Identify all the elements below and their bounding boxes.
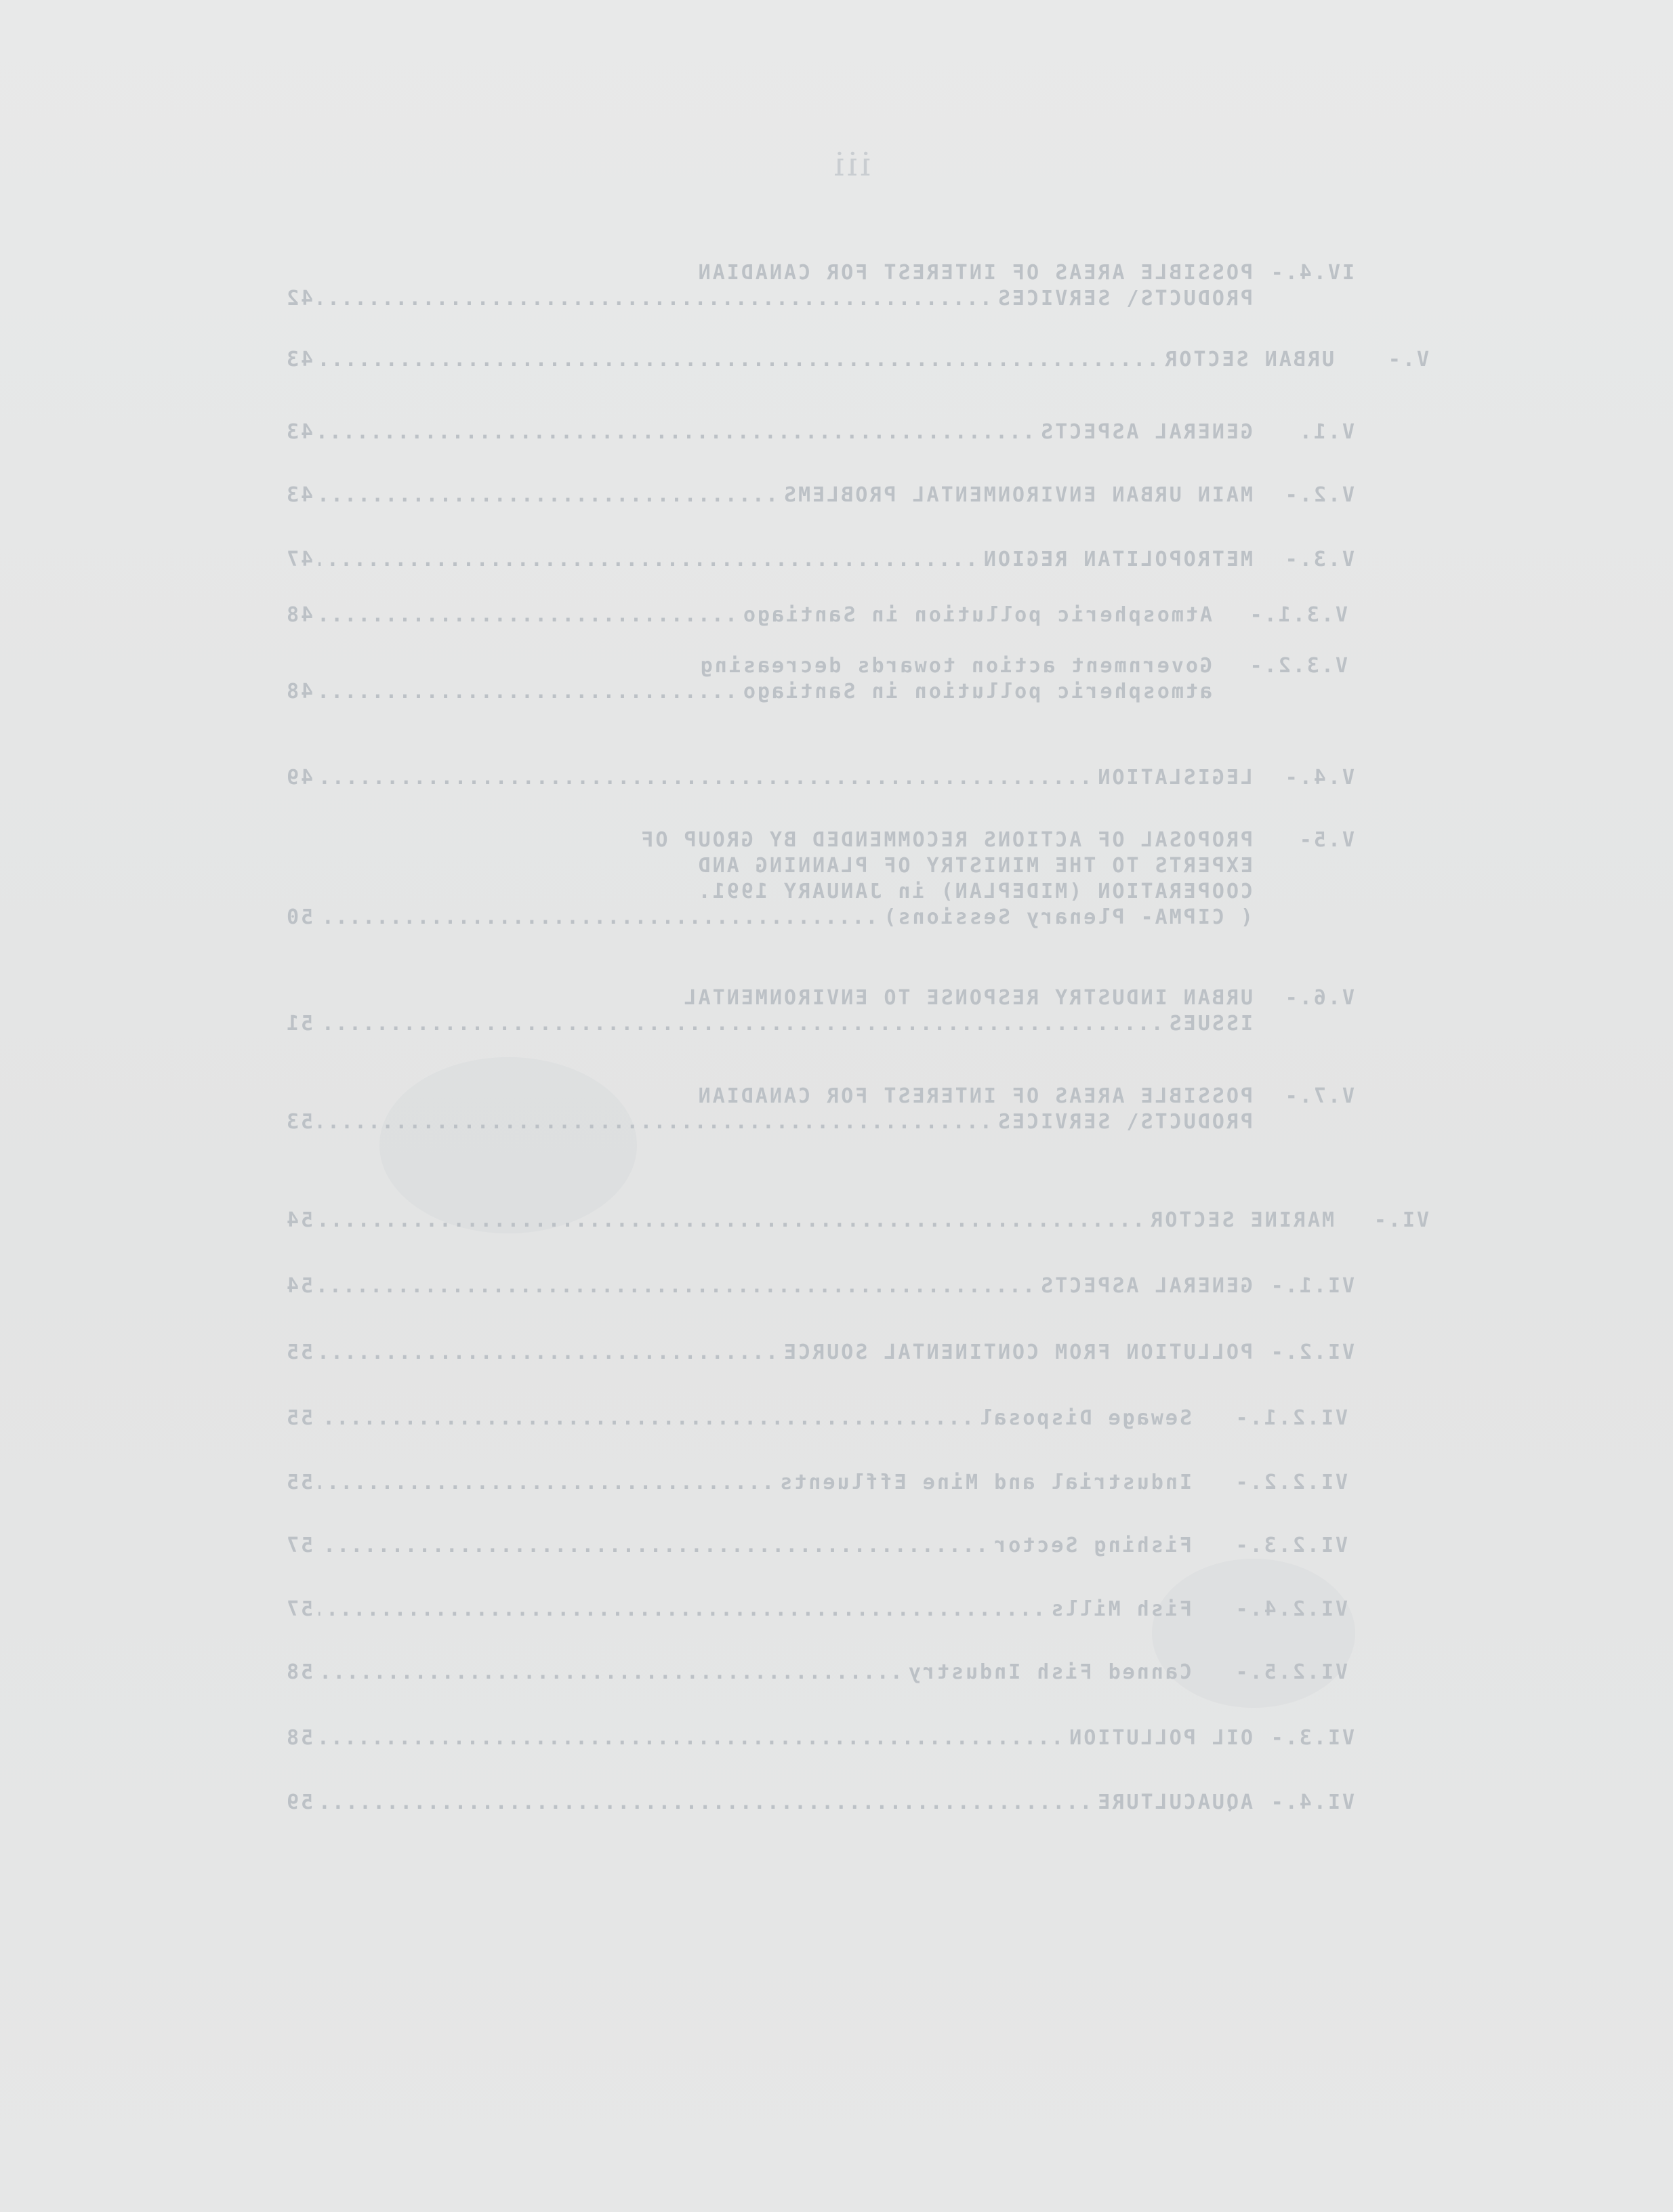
toc-entry-line — [285, 287, 1355, 310]
toc-entry-page: 47 — [285, 548, 314, 571]
dot-leader — [318, 1340, 778, 1364]
dot-leader — [318, 1012, 1163, 1036]
toc-entry-line — [285, 1406, 1348, 1430]
toc-entry-title: PRODUCTS\ SERVICES — [995, 287, 1253, 310]
toc-entry-title: POSSIBLE AREAS OF INTEREST FOR CANADIAN — [696, 261, 1253, 285]
dot-leader — [318, 1471, 774, 1494]
toc-entry — [285, 1406, 1348, 1436]
toc-entry-line — [285, 1660, 1348, 1684]
toc-entry-number: VI.3.- — [1268, 1726, 1355, 1750]
toc-entry-line — [285, 680, 1348, 703]
toc-entry-line — [285, 1534, 1348, 1557]
dot-leader — [318, 348, 1159, 371]
toc-entry-page: 58 — [285, 1726, 314, 1750]
toc-entry-page: 49 — [285, 766, 314, 790]
toc-entry-number: V.4.- — [1283, 766, 1355, 790]
toc-entry-number: IV.4.- — [1268, 261, 1355, 285]
toc-entry-title: PROPOSAL OF ACTIONS RECOMMENDED BY GROUP OF — [639, 828, 1253, 852]
toc-entry-title: POLLUTION FROM CONTINENTAL SOURCE — [781, 1340, 1253, 1364]
toc-entry-number: V.3.2.- — [1247, 654, 1348, 678]
toc-entry-line — [285, 1790, 1355, 1814]
dot-leader — [318, 420, 1035, 444]
toc-entry-number: V.1. — [1297, 420, 1355, 444]
toc-entry-line — [285, 603, 1348, 627]
toc-entry-number: VI.2.5.- — [1233, 1660, 1348, 1684]
toc-entry-title: ( CIPMA- Plenary Sessions) — [882, 905, 1253, 929]
toc-entry-title: URBAN SECTOR — [1163, 348, 1334, 371]
toc-entry-number: V.- — [1386, 348, 1429, 371]
toc-entry-title: GENERAL ASPECTS — [1039, 1274, 1253, 1298]
toc-entry-title: Canned Fish Industry — [906, 1660, 1192, 1684]
toc-entry-line — [285, 1110, 1355, 1134]
toc-entry — [285, 548, 1355, 577]
toc-entry-line — [285, 548, 1355, 571]
toc-entry-page: 55 — [285, 1471, 314, 1494]
dot-leader — [318, 548, 978, 571]
toc-entry-line — [285, 854, 1355, 878]
toc-entry-line — [285, 880, 1355, 903]
dot-leader — [318, 766, 1092, 790]
toc-entry-title: Fishing Sector — [992, 1534, 1192, 1557]
toc-entry-title: MAIN URBAN ENVIRONMENTAL PROBLEMS — [781, 483, 1253, 507]
toc-entry-title: GENERAL ASPECTS — [1039, 420, 1253, 444]
toc-entry-number: V.6.- — [1283, 986, 1355, 1010]
toc-entry — [285, 1274, 1355, 1304]
toc-entry-page: 53 — [285, 1110, 314, 1134]
toc-entry-title: atmospheric pollution in Santiago — [741, 680, 1212, 703]
toc-entry — [285, 1597, 1348, 1627]
toc-entry-title: Fish Mills — [1049, 1597, 1192, 1621]
toc-entry-number: VI.2.1.- — [1233, 1406, 1348, 1430]
toc-entry-line — [285, 261, 1355, 285]
toc-entry-number: VI.2.4.- — [1233, 1597, 1348, 1621]
toc-entry-line — [285, 483, 1355, 507]
toc-entry — [285, 348, 1429, 377]
toc-entry-page: 57 — [285, 1597, 314, 1621]
toc-entry-number: VI.1.- — [1268, 1274, 1355, 1298]
dot-leader — [318, 603, 737, 627]
toc-entry — [285, 1084, 1355, 1140]
toc-entry-line — [285, 1208, 1429, 1232]
toc-entry-title: URBAN INDUSTRY RESPONSE TO ENVIRONMENTAL — [682, 986, 1253, 1010]
toc-entry-page: 58 — [285, 1660, 314, 1684]
toc-entry-number: VI.2.3.- — [1233, 1534, 1348, 1557]
toc-entry-line — [285, 1274, 1355, 1298]
toc-entry-title: COOPERATION (MIDEPLAN) in JANUARY 1991. — [696, 880, 1253, 903]
toc-entry — [285, 1726, 1355, 1756]
toc-entry-line — [285, 905, 1355, 929]
toc-entry-number: V.7.- — [1283, 1084, 1355, 1108]
toc-entry-line — [285, 348, 1429, 371]
toc-entry-title: EXPERTS TO THE MINISTRY OF PLANNING AND — [696, 854, 1253, 878]
dot-leader — [318, 1406, 974, 1430]
toc-entry-title: Industrial and Mine Effluents — [778, 1471, 1192, 1494]
toc-entry-page: 43 — [285, 348, 314, 371]
toc-entry-number: VI.- — [1371, 1208, 1429, 1232]
toc-entry-title: MARINE SECTOR — [1149, 1208, 1334, 1232]
toc-entry-page: 48 — [285, 680, 314, 703]
dot-leader — [318, 1208, 1144, 1232]
toc-entry-line — [285, 1340, 1355, 1364]
toc-entry — [285, 1340, 1355, 1370]
toc-entry — [285, 654, 1348, 710]
dot-leader — [318, 1660, 903, 1684]
dot-leader — [318, 1274, 1035, 1298]
toc-entry-number: VI.2.2.- — [1233, 1471, 1348, 1494]
toc-entry-title: AQUACULTURE — [1096, 1790, 1253, 1814]
toc-entry — [285, 261, 1355, 316]
toc-entry — [285, 420, 1355, 450]
toc-entry — [285, 986, 1355, 1042]
toc-entry-title: OIL POLLUTION — [1067, 1726, 1253, 1750]
toc-entry-number: VI.4.- — [1268, 1790, 1355, 1814]
toc-entry-number: V.5- — [1297, 828, 1355, 852]
dot-leader — [318, 1110, 992, 1134]
dot-leader — [318, 1726, 1063, 1750]
toc-entry — [285, 828, 1355, 935]
toc-entry-number: V.3.- — [1283, 548, 1355, 571]
toc-entry-title: Government action towards decreasing — [698, 654, 1212, 678]
toc-entry — [285, 603, 1348, 633]
toc-entry-page: 59 — [285, 1790, 314, 1814]
dot-leader — [318, 1790, 1092, 1814]
toc-entry — [285, 1471, 1348, 1500]
toc-entry-line — [285, 1084, 1355, 1108]
dot-leader — [318, 287, 992, 310]
toc-entry-page: 43 — [285, 483, 314, 507]
toc-entry-page: 57 — [285, 1534, 314, 1557]
toc-entry — [285, 483, 1355, 513]
toc-entry-page: 42 — [285, 287, 314, 310]
toc-entry-line — [285, 828, 1355, 852]
toc-entry — [285, 1790, 1355, 1820]
toc-entry-line — [285, 1012, 1355, 1036]
toc-entry-number: V.2.- — [1283, 483, 1355, 507]
toc-entry-page: 55 — [285, 1340, 314, 1364]
toc-entry-line — [285, 1471, 1348, 1494]
toc-entry-line — [285, 986, 1355, 1010]
toc-entry-line — [285, 1726, 1355, 1750]
toc-entry-line — [285, 766, 1355, 790]
dot-leader — [318, 680, 737, 703]
toc-entry-number: V.3.1.- — [1247, 603, 1348, 627]
toc-entry-title: Sewage Disposal — [978, 1406, 1192, 1430]
toc-entry — [285, 766, 1355, 796]
dot-leader — [318, 1597, 1045, 1621]
dot-leader — [318, 1534, 988, 1557]
toc-entry-title: ISSUES — [1167, 1012, 1253, 1036]
toc-entry-page: 51 — [285, 1012, 314, 1036]
toc-entry-line — [285, 1597, 1348, 1621]
toc-entry-page: 43 — [285, 420, 314, 444]
toc-entry-page: 54 — [285, 1208, 314, 1232]
toc-entry-line — [285, 654, 1348, 678]
toc-entry-title: LEGISLATION — [1096, 766, 1253, 790]
page-number: iii — [831, 146, 871, 184]
dot-leader — [318, 483, 778, 507]
toc-entry — [285, 1534, 1348, 1563]
toc-entry — [285, 1208, 1429, 1238]
toc-entry-title: POSSIBLE AREAS OF INTEREST FOR CANADIAN — [696, 1084, 1253, 1108]
toc-entry-number: VI.2.- — [1268, 1340, 1355, 1364]
toc-entry-page: 55 — [285, 1406, 314, 1430]
toc-entry — [285, 1660, 1348, 1690]
dot-leader — [318, 905, 877, 929]
toc-entry-page: 50 — [285, 905, 314, 929]
toc-entry-title: Atmospheric pollution in Santiago — [741, 603, 1212, 627]
toc-entry-line — [285, 420, 1355, 444]
toc-entry-title: PRODUCTS\ SERVICES — [995, 1110, 1253, 1134]
toc-entry-title: METROPOLITAN REGION — [981, 548, 1253, 571]
toc-entry-page: 48 — [285, 603, 314, 627]
toc-entry-page: 54 — [285, 1274, 314, 1298]
